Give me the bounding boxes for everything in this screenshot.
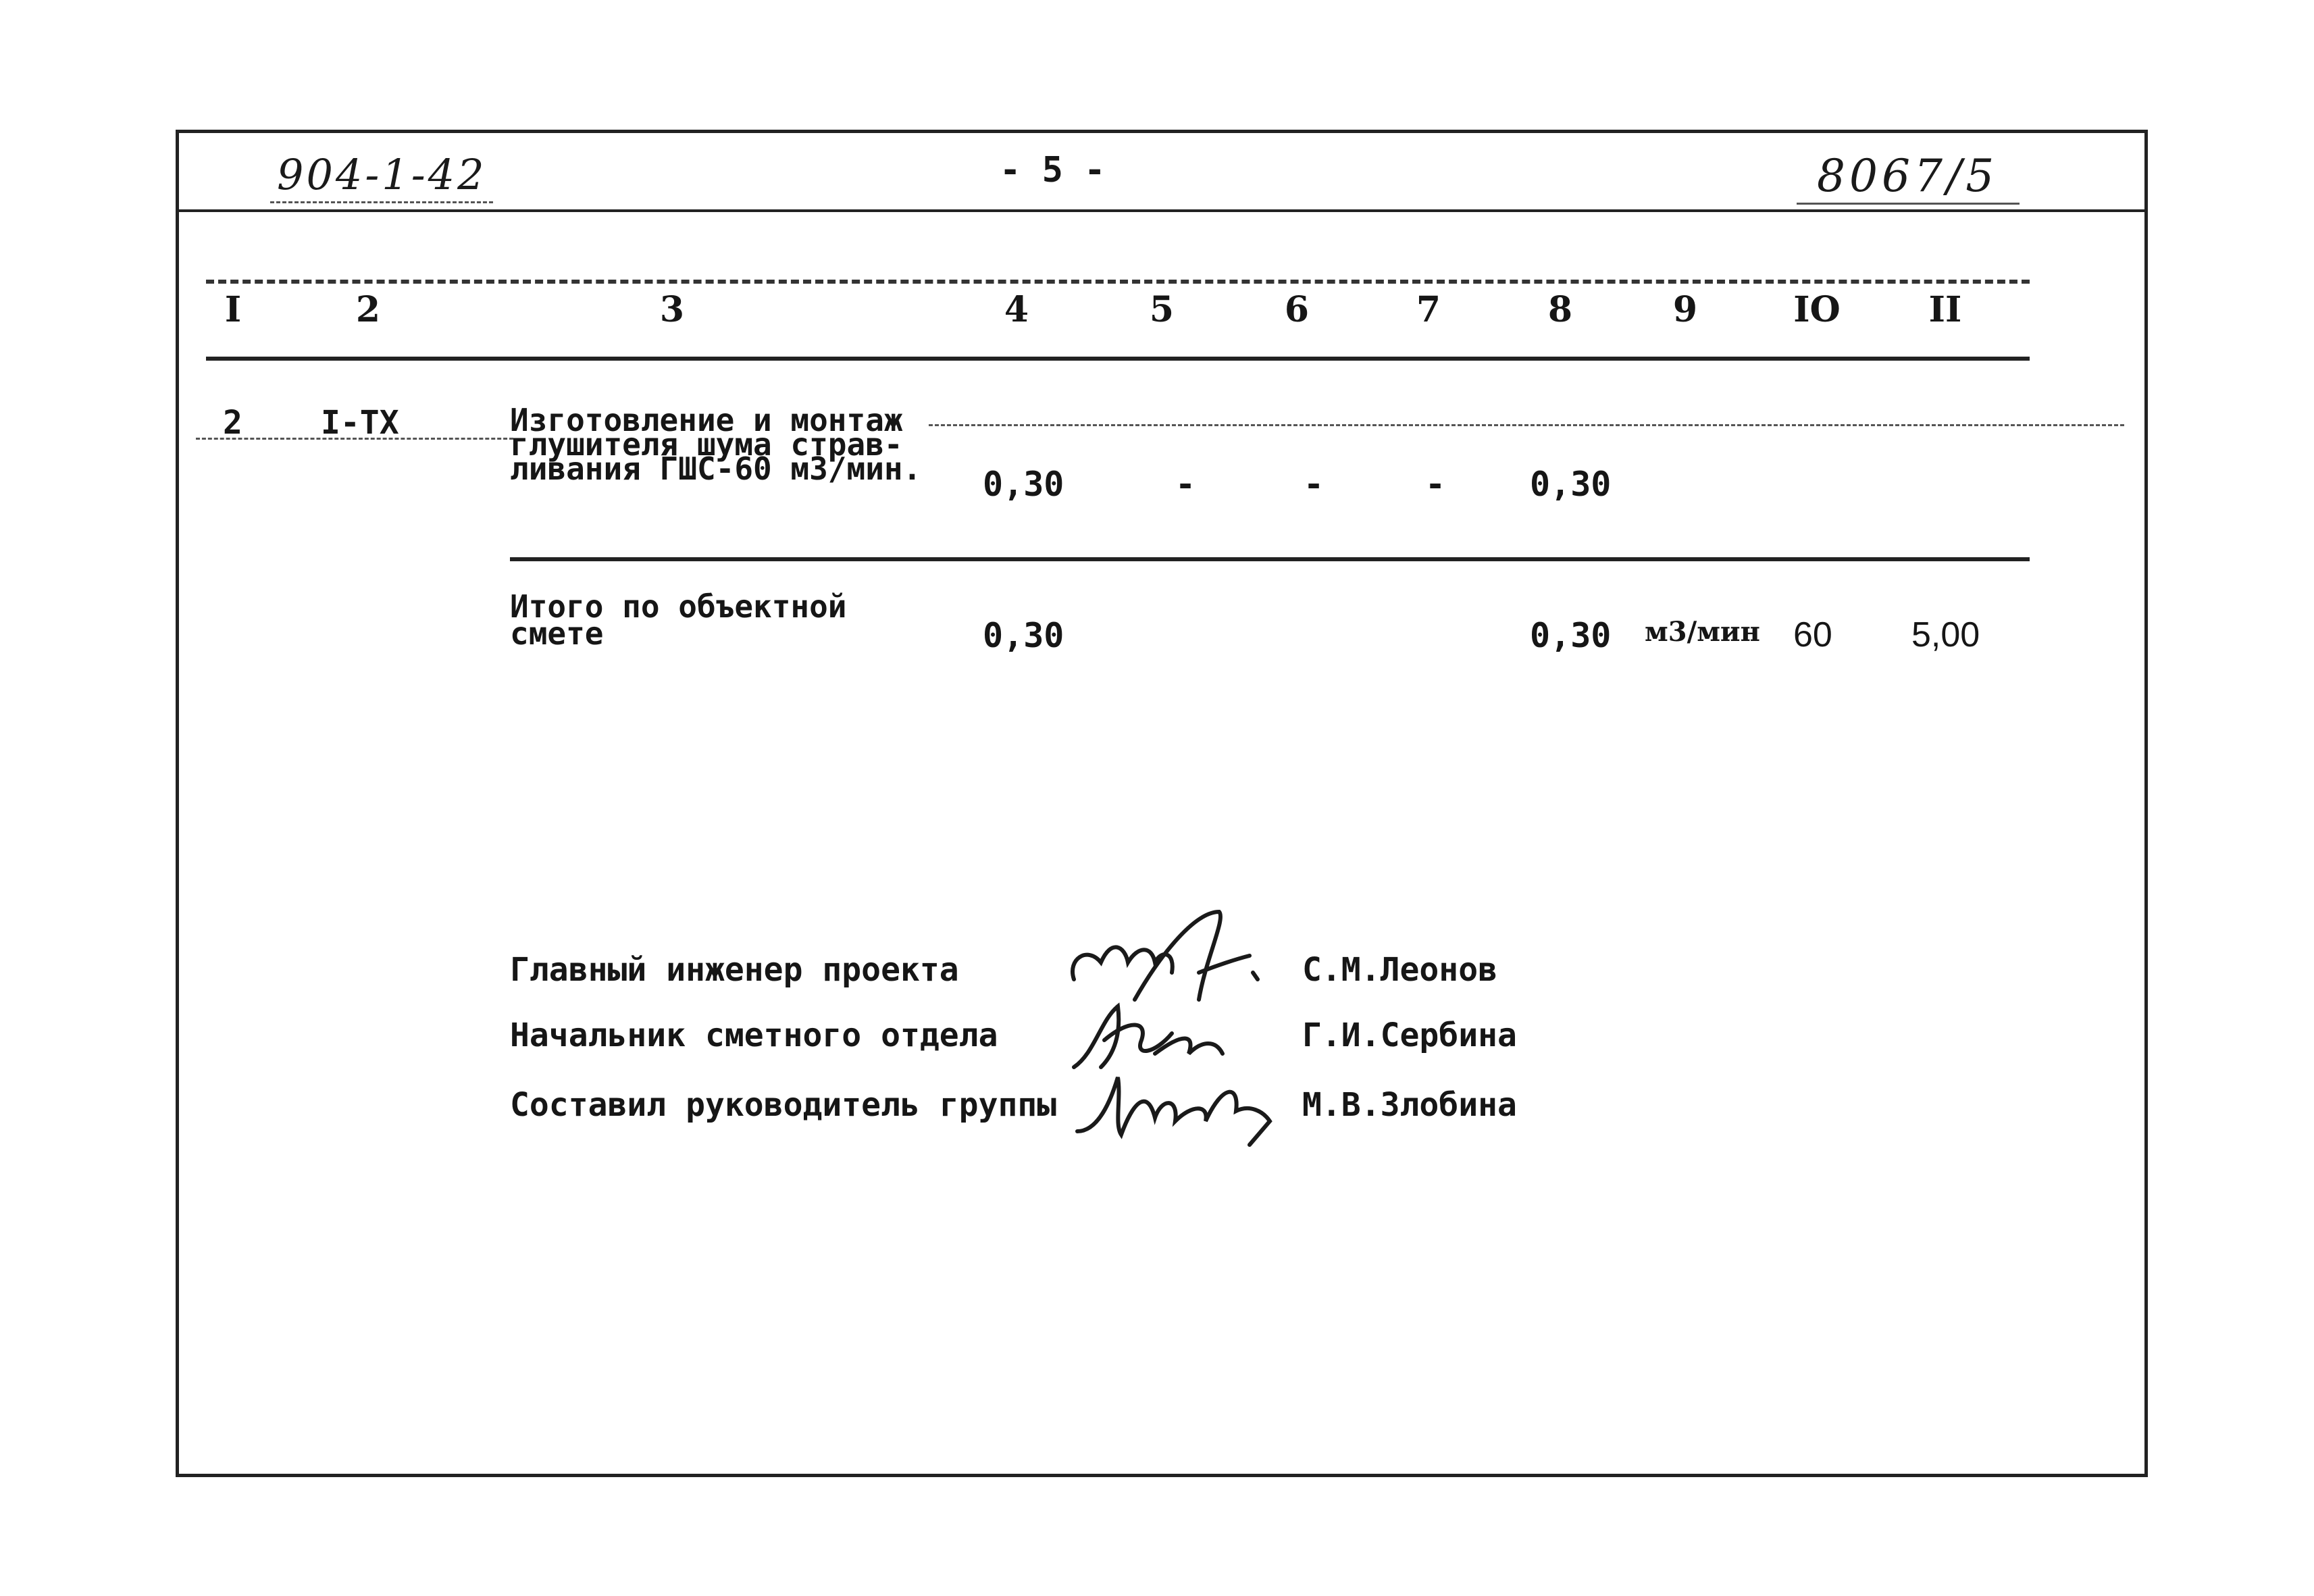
column-number-4: 4 [1004,289,1029,330]
doc-code-underline [270,201,493,203]
total-label: Итого по объектной смете [510,588,847,652]
column-number-6: 6 [1284,289,1310,330]
row-description: Изготовление и монтаж глушителя шума страв- ливания ГШС-60 м3/мин. [510,402,922,487]
column-number-10: IO [1793,289,1841,330]
doc-code: 904-1-42 [277,150,487,199]
total-top-rule [510,557,2030,561]
total-col11: 5,00 [1911,615,1980,654]
column-number-11: II [1928,289,1962,330]
column-number-9: 9 [1672,289,1698,330]
handwritten-signature-3 [1067,1057,1290,1158]
column-number-5: 5 [1149,289,1175,330]
column-number-7: 7 [1416,289,1441,330]
row-leader-line [196,438,513,440]
row-leader-line-right [929,424,2124,426]
total-col10: 60 [1793,615,1832,654]
signature-role-estimate-head: Начальник сметного отдела [510,1016,998,1054]
column-number-2: 2 [355,289,381,330]
signature-role-chief-engineer: Главный инженер проекта [510,951,959,989]
column-number-8: 8 [1547,289,1573,330]
signature-name-chief-engineer: С.М.Леонов [1302,951,1497,989]
column-number-1: I [224,289,242,330]
column-header-bottom-rule [206,357,2030,361]
page-marker: - 5 - [1000,150,1106,190]
row-cell-col8: 0,30 [1530,465,1612,504]
column-number-3: 3 [659,289,685,330]
total-col9: м3/мин [1645,616,1760,648]
signature-name-estimate-head: Г.И.Сербина [1302,1016,1517,1054]
row-cell-col2: I-TX [321,404,399,442]
row-cell-col4: 0,30 [983,465,1064,504]
signature-role-group-leader: Составил руководитель группы [510,1086,1057,1124]
total-col8: 0,30 [1530,616,1612,655]
sheet-code: 8067/5 [1817,150,1999,202]
header-rule [179,209,2148,212]
column-header-top-rule [206,280,2030,284]
page-frame [176,130,2148,1477]
total-col4: 0,30 [983,616,1064,655]
row-cell-col1: 2 [223,404,242,442]
row-cell-col6: - [1304,465,1325,504]
row-cell-col7: - [1425,465,1446,504]
sheet-code-underline [1797,203,2020,205]
row-cell-col5: - [1175,465,1196,504]
signature-name-group-leader: М.В.Злобина [1302,1086,1517,1124]
